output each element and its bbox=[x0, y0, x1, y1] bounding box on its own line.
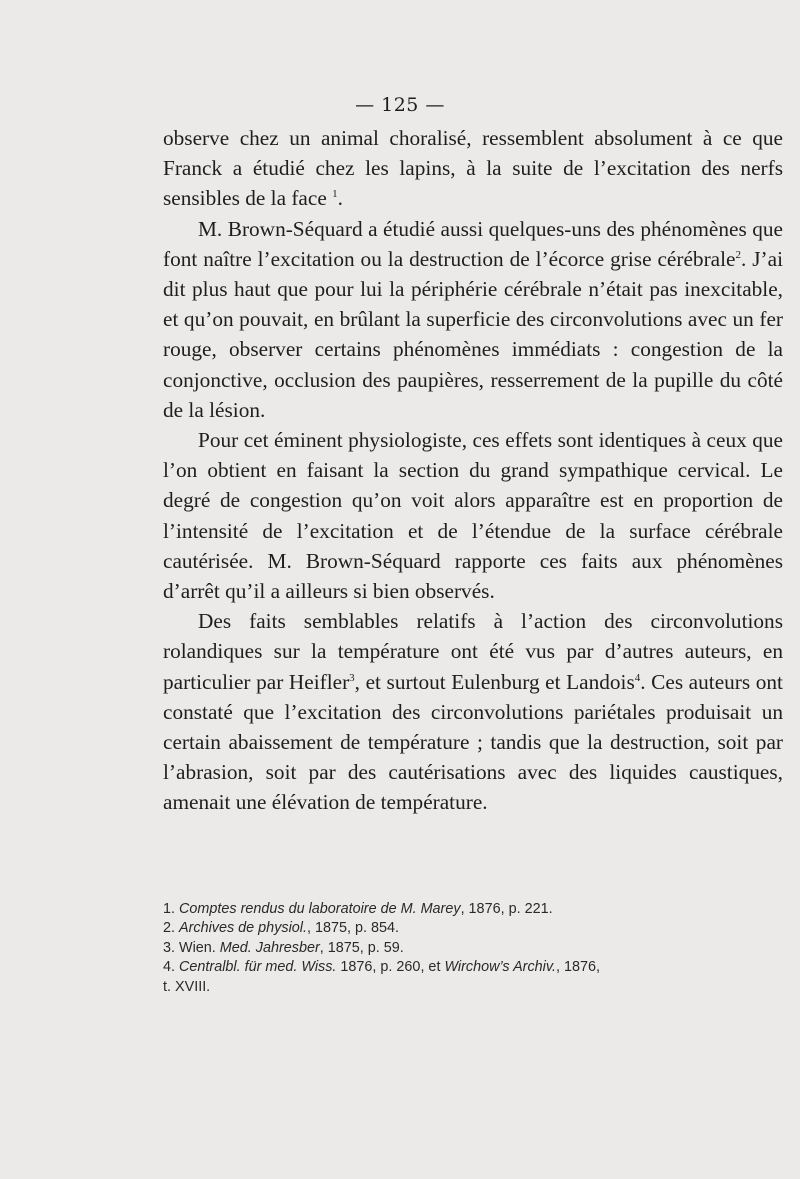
italic-text: Archives de physiol. bbox=[179, 920, 307, 937]
text-run: . bbox=[337, 186, 343, 211]
paragraph bbox=[163, 214, 783, 425]
text-run: , et surtout Eulenburg et Landois bbox=[354, 669, 635, 694]
text-run: 4. bbox=[163, 959, 179, 976]
text-run: . Ces auteurs ont constaté que l’excitation des circonvolutions pariétales produisait un certain abaissement de température ; tandis que la destruction, soit par l’abrasion, soit par des cautérisations avec des liquides caustiques, amenait une élévation de température. bbox=[163, 669, 783, 815]
paragraph bbox=[163, 425, 783, 606]
italic-text: Med. Jahresber bbox=[219, 939, 320, 956]
text-run: observe chez un animal choralisé, ressemblent absolument à ce que Franck a étudié chez les lapins, à la suite de l’excitation des nerfs sensibles de la face bbox=[163, 126, 783, 211]
text-run: , 1875, p. 59. bbox=[319, 939, 404, 956]
page-number: — 125 — bbox=[355, 94, 445, 116]
text-run: , 1875, p. 854. bbox=[306, 920, 399, 937]
text-run: Pour cet éminent physiologiste, ces effets sont identiques à ceux que l’on obtient en faisant la section du grand sympathique cervical. Le degré de congestion qu’on voit alors apparaître est en proportion de l’intensité de l’excitation et de l’étendue de la surface cérébrale cautérisée. M. Brown-Séquard rapporte ces faits aux phénomènes d’arrêt qu’il a ailleurs si bien observés. bbox=[163, 428, 783, 604]
text-run: , 1876, bbox=[556, 959, 601, 976]
text-run: Des faits semblables relatifs à l’action des circonvolutions rolandiques sur la température ont été vus par d’autres auteurs, en particulier par Heifler bbox=[163, 609, 783, 694]
text-run: 1. bbox=[163, 901, 179, 917]
footnote bbox=[163, 958, 783, 977]
footnote-ref: 3 bbox=[349, 671, 355, 684]
italic-text: Wirchow’s Archiv. bbox=[444, 959, 556, 976]
italic-text: Centralbl. für med. Wiss. bbox=[179, 959, 337, 976]
footnotes bbox=[163, 900, 783, 997]
italic-text: Comptes rendus du laboratoire de M. Marey bbox=[179, 901, 461, 917]
text-run: 3. Wien. bbox=[163, 939, 220, 956]
footnote-ref: 2 bbox=[735, 248, 741, 261]
footnote bbox=[163, 978, 783, 997]
footnote bbox=[163, 919, 783, 938]
text-run: . J’ai dit plus haut que pour lui la périphérie cérébrale n’était pas inexcitable, et qu’on pouvait, en brûlant la superficie des circonvolutions avec un fer rouge, observer certains phénomènes immédiats : congestion de la conjonctive, occlusion des paupières, resserrement de la pupille du côté de la lésion. bbox=[163, 246, 783, 422]
footnote-ref: 1 bbox=[332, 188, 338, 201]
footnote bbox=[163, 939, 783, 958]
footnote-ref: 4 bbox=[634, 671, 641, 684]
text-run: , 1876, p. 221. bbox=[460, 901, 553, 917]
footnote bbox=[163, 900, 783, 919]
text-run: 2. bbox=[163, 920, 179, 937]
text-run: M. Brown-Séquard a étudié aussi quelques-uns des phénomènes que font naître l’excitation ou la destruction de l’écorce grise cérébrale bbox=[163, 216, 783, 271]
text-run: 1876, p. 260, et bbox=[336, 959, 445, 976]
body-text bbox=[163, 123, 783, 818]
text-run: t. XVIII. bbox=[163, 978, 211, 995]
paragraph bbox=[163, 123, 783, 214]
paragraph bbox=[163, 606, 783, 817]
